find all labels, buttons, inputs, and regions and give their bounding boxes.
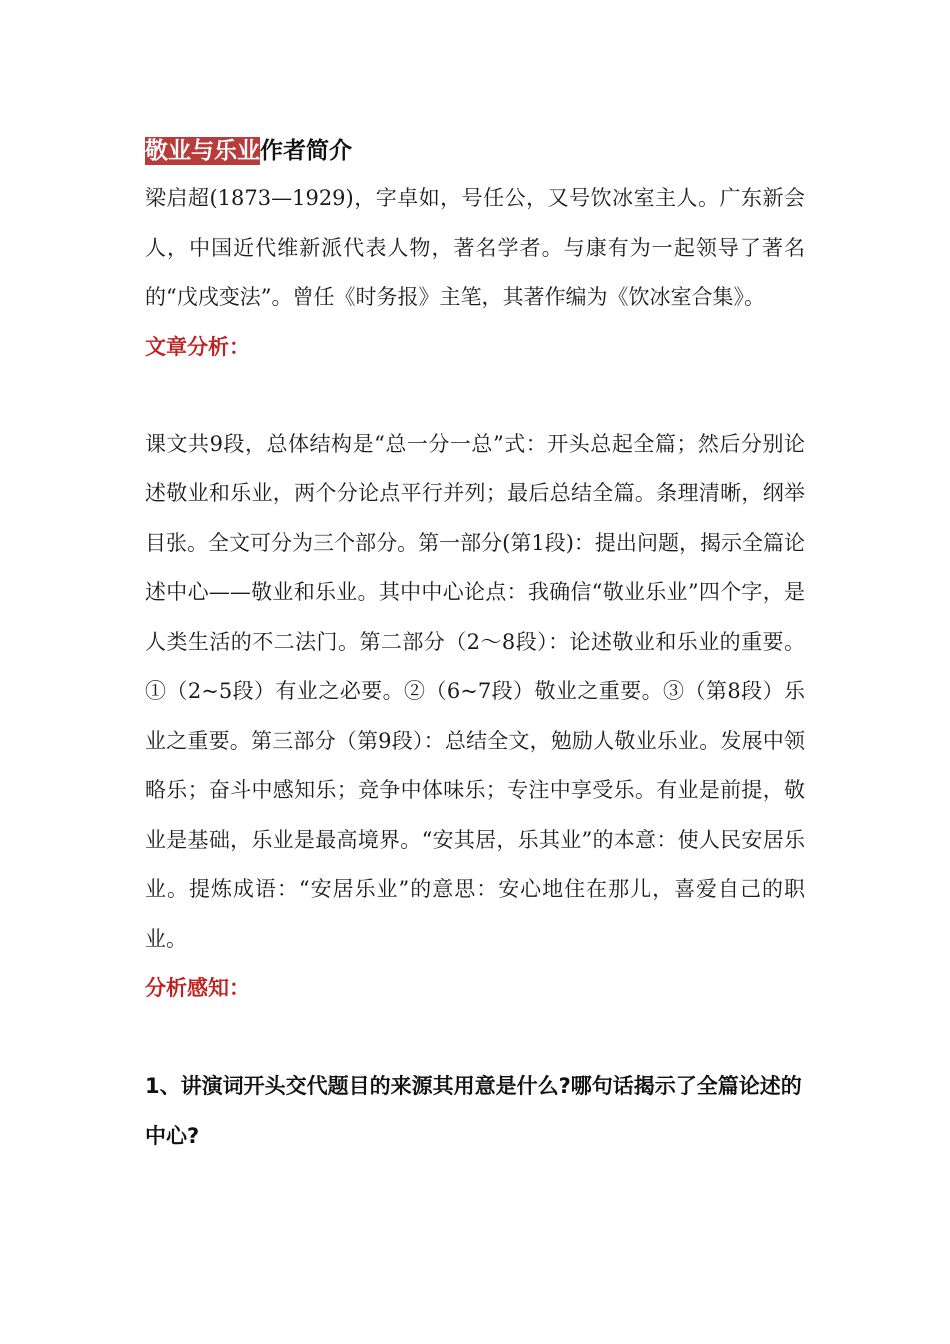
document-title: [145, 128, 805, 174]
blank-line: [145, 1013, 805, 1061]
analysis-paragraph: 课文共9段，总体结构是“总一分一总”式：开头总起全篇；然后分别论述敬业和乐业，两个分论点平行并列；最后总结全篇。条理清晰，纲举目张。全文可分为三个部分。第一部分(第1段)：提出问题，揭示全篇论述中心——敬业和乐业。其中中心论点：我确信“敬业乐业”四个字，是人类生活的不二法门。第二部分（2～8段）：论述敬业和乐业的重要。①（2~5段）有业之必要。②（6~7段）敬业之重要。③（第8段）乐业之重要。第三部分（第9段）：总结全文，勉励人敬业乐业。发展中领略乐；奋斗中感知乐；竞争中体味乐；专注中享受乐。有业是前提，敬业是基础，乐业是最高境界。“安其居，乐其业”的本意：使人民安居乐业。提炼成语：“安居乐业”的意思：安心地住在那儿，喜爱自己的职业。: [145, 431, 805, 951]
blank-line: [145, 372, 805, 420]
question-1: 1、讲演词开头交代题目的来源其用意是什么?哪句话揭示了全篇论述的中心?: [145, 1074, 802, 1148]
document-page: [145, 128, 805, 1161]
perception-heading: 分析感知：: [145, 976, 250, 1000]
author-intro-paragraph: 梁启超(1873—1929)，字卓如，号任公，又号饮冰室主人。广东新会人，中国近代维新派代表人物，著名学者。与康有为一起领导了著名的“戊戌变法”。曾任《时务报》主笔，其著作编为《饮冰室合集》。: [145, 186, 805, 309]
title-highlighted-text: 敬业与乐业: [145, 138, 260, 164]
analysis-heading: 文章分析：: [145, 334, 250, 359]
title-text: 作者简介: [260, 138, 352, 164]
